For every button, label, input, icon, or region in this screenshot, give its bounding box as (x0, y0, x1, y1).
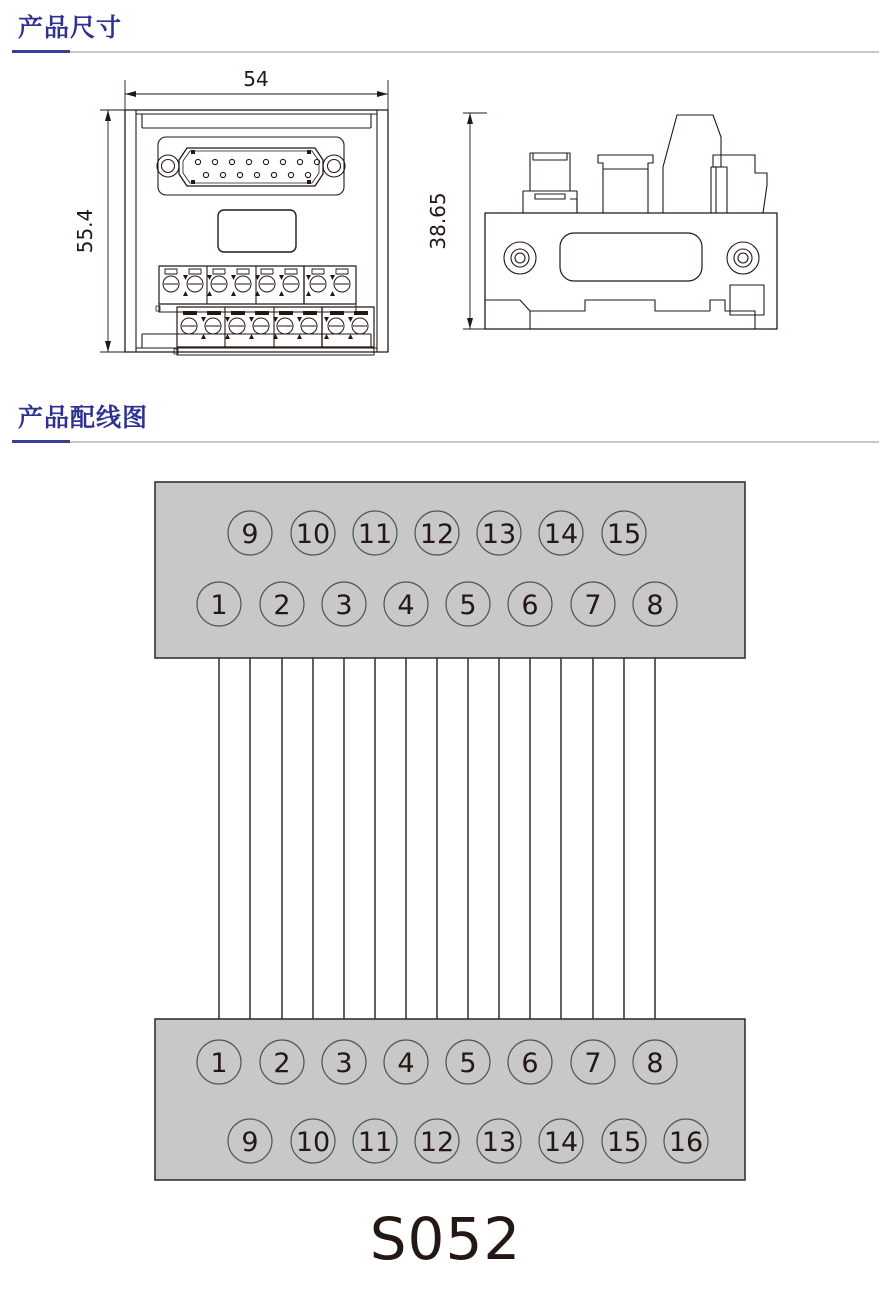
svg-text:3: 3 (335, 590, 353, 621)
section-product-dimensions (0, 8, 891, 68)
divider-grey-line (12, 441, 879, 443)
side-view-drawing (425, 95, 835, 355)
svg-text:13: 13 (481, 1127, 517, 1158)
side-top-profile (523, 115, 767, 213)
svg-text:4: 4 (397, 590, 415, 621)
svg-text:15: 15 (606, 519, 642, 550)
side-connector-window (560, 233, 702, 281)
svg-text:13: 13 (481, 519, 517, 550)
svg-text:8: 8 (646, 590, 664, 621)
svg-text:5: 5 (459, 1048, 477, 1079)
svg-text:2: 2 (273, 1048, 291, 1079)
divider-accent-line (12, 50, 70, 53)
svg-text:11: 11 (357, 519, 393, 550)
terminal-row-upper (156, 266, 356, 312)
label-window (218, 210, 296, 252)
section-product-wiring (0, 398, 891, 458)
svg-text:7: 7 (584, 1048, 602, 1079)
dimension-label-height: 55.4 (73, 208, 97, 254)
svg-text:16: 16 (668, 1127, 704, 1158)
wiring-diagram (0, 455, 891, 1245)
svg-text:15: 15 (606, 1127, 642, 1158)
db15-connector (157, 137, 345, 195)
svg-text:14: 14 (543, 519, 579, 550)
svg-text:1: 1 (210, 590, 228, 621)
svg-text:1: 1 (210, 1048, 228, 1079)
svg-text:7: 7 (584, 590, 602, 621)
svg-text:9: 9 (241, 519, 259, 550)
svg-text:5: 5 (459, 590, 477, 621)
svg-text:10: 10 (295, 1127, 331, 1158)
section-title-dimensions: 产品尺寸 (18, 14, 123, 42)
front-view-drawing (70, 62, 420, 382)
dimension-label-side-height: 38.65 (426, 192, 450, 250)
wiring-block-bottom (155, 1019, 745, 1180)
svg-text:6: 6 (521, 1048, 539, 1079)
section-divider-wiring (12, 440, 879, 443)
dimension-height-38-65 (463, 113, 487, 329)
svg-text:12: 12 (419, 519, 455, 550)
svg-text:6: 6 (521, 590, 539, 621)
wiring-block-top (155, 482, 745, 658)
dimension-label-width: 54 (243, 67, 269, 91)
section-title-wiring: 产品配线图 (18, 404, 149, 432)
svg-text:14: 14 (543, 1127, 579, 1158)
svg-text:4: 4 (397, 1048, 415, 1079)
svg-text:8: 8 (646, 1048, 664, 1079)
section-divider-dimensions (12, 50, 879, 53)
svg-text:10: 10 (295, 519, 331, 550)
svg-text:2: 2 (273, 590, 291, 621)
svg-text:12: 12 (419, 1127, 455, 1158)
divider-accent-line (12, 440, 70, 443)
svg-text:11: 11 (357, 1127, 393, 1158)
model-label: S052 (369, 1205, 522, 1273)
svg-text:3: 3 (335, 1048, 353, 1079)
svg-text:9: 9 (241, 1127, 259, 1158)
divider-grey-line (12, 51, 879, 53)
